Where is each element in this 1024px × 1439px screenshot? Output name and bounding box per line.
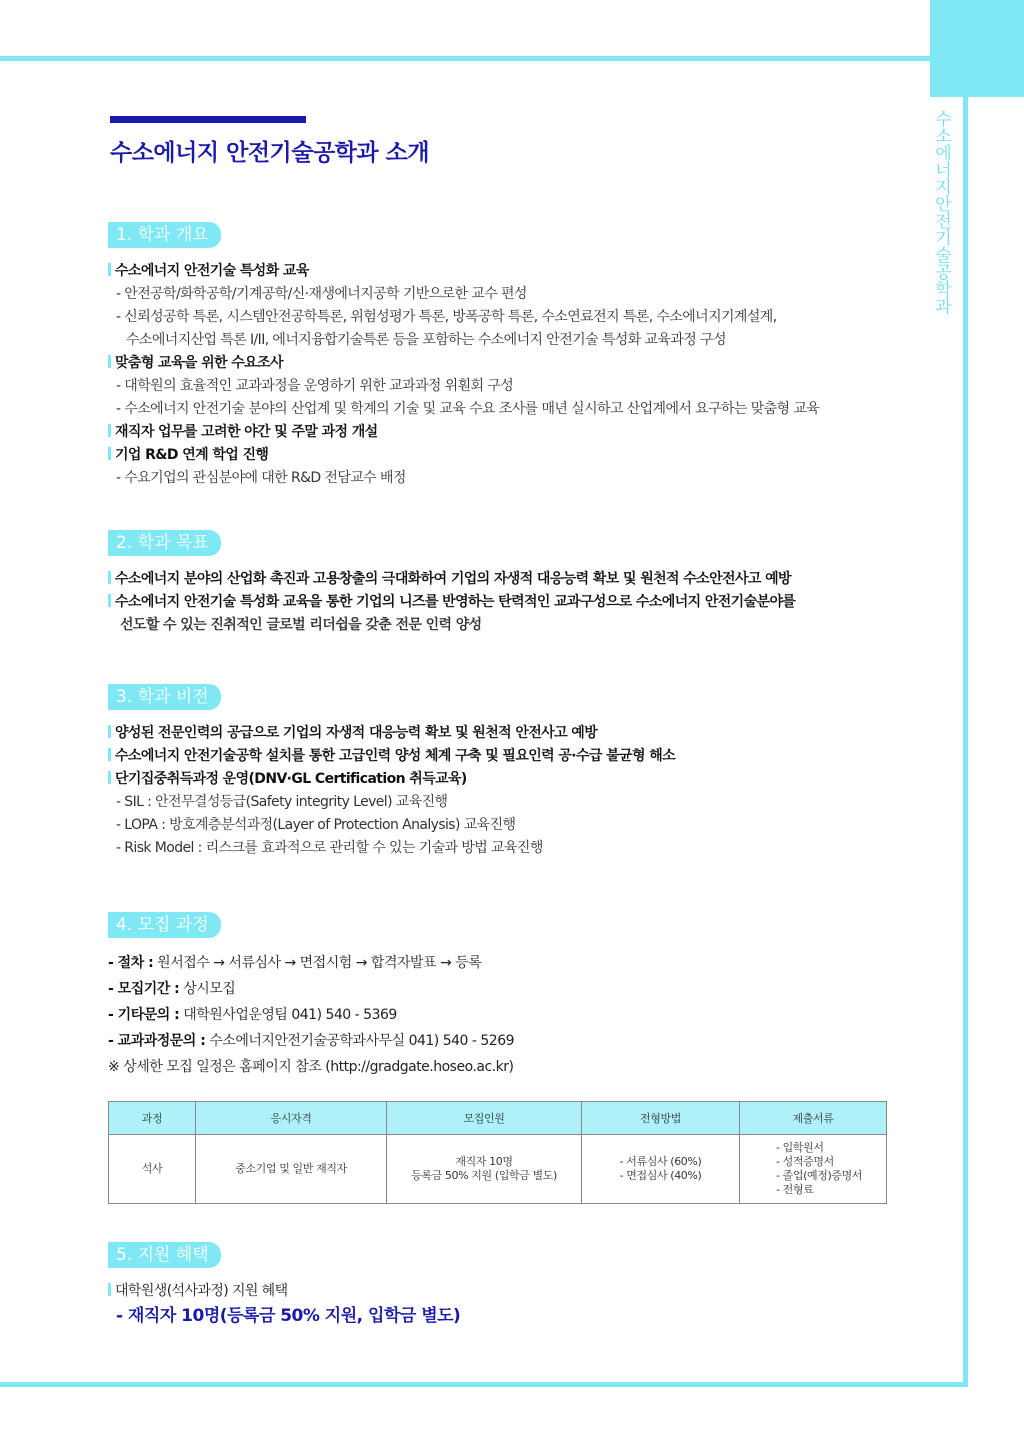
- frame-right-line: [963, 97, 968, 1387]
- arrow-right-icon: →: [284, 955, 296, 971]
- sub-item: - 안전공학/화학공학/기계공학/신·재생에너지공학 기반으로한 교수 편성: [116, 286, 527, 302]
- sub-item: - 신뢰성공학 특론, 시스템안전공학특론, 위험성평가 특론, 방폭공학 특론, 수소연료전지 특론, 수소에너지기계설계,: [116, 309, 777, 325]
- cell-course: 석사: [109, 1135, 196, 1204]
- section-badge: 5. 지원 혜택: [108, 1242, 221, 1268]
- frame-bottom-line: [0, 1382, 968, 1387]
- bullet-bar-icon: [108, 1283, 111, 1296]
- bullet-heading: 수소에너지 분야의 산업화 촉진과 고용창출의 극대화하여 기업의 자생적 대응능력 확보 및 원천적 수소안전사고 예방: [108, 568, 908, 591]
- cell-quota: 재직자 10명 등록금 50% 지원 (입학금 별도): [387, 1135, 582, 1204]
- recruitment-table: [108, 1101, 887, 1204]
- bullet-heading: 단기집중취득과정 운영(DNV·GL Certification 취득교육): [108, 768, 908, 791]
- sub-item: - LOPA : 방호계층분석과정(Layer of Protection Analysis) 교육진행: [116, 817, 516, 833]
- bullet-bar-icon: [108, 748, 111, 761]
- table-header: 전형방법: [582, 1102, 740, 1135]
- table-row: [109, 1135, 887, 1204]
- bullet-bar-icon: [108, 594, 111, 607]
- section-badge: 1. 학과 개요: [108, 222, 221, 248]
- section-recruitment: [108, 912, 908, 1080]
- arrow-right-icon: →: [440, 955, 452, 971]
- table-header: 응시자격: [196, 1102, 387, 1135]
- bullet-bar-icon: [108, 447, 111, 460]
- table-header: 제출서류: [740, 1102, 887, 1135]
- bullet-bar-icon: [108, 355, 111, 368]
- page-title: 수소에너지 안전기술공학과 소개: [110, 140, 430, 166]
- sub-item: - 수소에너지 안전기술 분야의 산업계 및 학계의 기술 및 교육 수요 조사를 매년 실시하고 산업계에서 요구하는 맞춤형 교육: [116, 401, 820, 417]
- section-benefits: [108, 1242, 908, 1329]
- bullet-bar-icon: [108, 771, 111, 784]
- bullet-continuation: 선도할 수 있는 진취적인 글로벌 리더쉽을 갖춘 전문 인력 양성: [120, 617, 482, 633]
- inquiry-line: - 기타문의 : 대학원사업운영팀 041) 540 - 5369: [108, 1007, 397, 1023]
- bullet-bar-icon: [108, 424, 111, 437]
- arrow-right-icon: →: [213, 955, 225, 971]
- section-badge: 4. 모집 과정: [108, 912, 221, 938]
- section-badge: 3. 학과 비전: [108, 684, 221, 710]
- bullet-heading: 수소에너지 안전기술 특성화 교육: [108, 260, 908, 283]
- section-goals: [108, 530, 908, 637]
- bullet-heading: 수소에너지 안전기술 특성화 교육을 통한 기업의 니즈를 반영하는 탄력적인 교과구성으로 수소에너지 안전기술분야를: [108, 591, 908, 614]
- side-title: 수소에너지안전기술공학과: [931, 110, 951, 314]
- benefit-highlight: - 재직자 10명(등록금 50% 지원, 입학금 별도): [116, 1306, 461, 1326]
- section-badge: 2. 학과 목표: [108, 530, 221, 556]
- bullet-heading: 재직자 업무를 고려한 야간 및 주말 과정 개설: [108, 421, 908, 444]
- title-accent-bar: [110, 116, 306, 123]
- bullet-heading: 맞춤형 교육을 위한 수요조사: [108, 352, 908, 375]
- bullet-bar-icon: [108, 263, 111, 276]
- procedure-line: - 절차 : 원서접수 → 서류심사 → 면접시험 → 합격자발표 → 등록: [108, 955, 482, 971]
- table-header: 모집인원: [387, 1102, 582, 1135]
- sub-item: - 대학원의 효율적인 교과과정을 운영하기 위한 교과과정 위훤회 구성: [116, 378, 514, 394]
- bullet-heading: 양성된 전문인력의 공급으로 기업의 자생적 대응능력 확보 및 원천적 안전사고 예방: [108, 722, 908, 745]
- period-line: - 모집기간 : 상시모집: [108, 981, 236, 997]
- bullet-heading: 기업 R&D 연계 학업 진행: [108, 444, 908, 467]
- table-header: 과정: [109, 1102, 196, 1135]
- bullet-heading: 대학원생(석사과정) 지원 혜택: [108, 1280, 908, 1303]
- frame-top-line: [0, 56, 968, 61]
- sub-item: - 수요기업의 관심분야에 대한 R&D 전담교수 배정: [116, 470, 406, 486]
- cell-method: - 서류심사 (60%) - 면접심사 (40%): [582, 1135, 740, 1204]
- arrow-right-icon: →: [355, 955, 367, 971]
- section-vision: [108, 684, 908, 860]
- cell-documents: - 입학원서 - 성적증명서 - 졸업(예정)증명서 - 전형료: [740, 1135, 887, 1204]
- section-overview: [108, 222, 908, 490]
- note-line: ※ 상세한 모집 일정은 홈페이지 참조 (http://gradgate.hoseo.ac.kr): [108, 1059, 514, 1075]
- sub-item: 수소에너지산업 특론 I/II, 에너지융합기술특론 등을 포함하는 수소에너지 안전기술 특성화 교육과정 구성: [126, 332, 726, 348]
- bullet-bar-icon: [108, 725, 111, 738]
- bullet-heading: 수소에너지 안전기술공학 설치를 통한 고급인력 양성 체계 구축 및 필요인력 공·수급 불균형 해소: [108, 745, 908, 768]
- cell-qualification: 중소기업 및 일반 재직자: [196, 1135, 387, 1204]
- corner-tab: [930, 0, 1024, 97]
- sub-item: - Risk Model : 리스크를 효과적으로 관리할 수 있는 기술과 방법 교육진행: [116, 840, 543, 856]
- sub-item: - SIL : 안전무결성등급(Safety integrity Level) 교육진행: [116, 794, 448, 810]
- bullet-bar-icon: [108, 571, 111, 584]
- table-header-row: [109, 1102, 887, 1135]
- course-inquiry-line: - 교과과정문의 : 수소에너지안전기술공학과사무실 041) 540 - 5269: [108, 1033, 515, 1049]
